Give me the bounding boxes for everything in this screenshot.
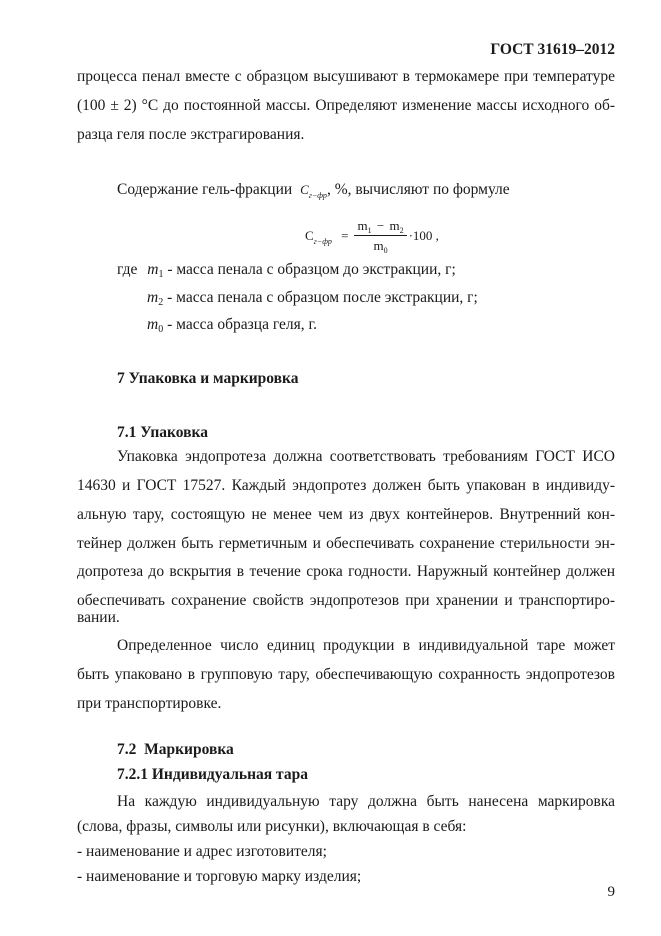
s71-para1-line-4: тейнер должен быть герметичным и обеспечивать сохранение стерильности эн- [77, 535, 615, 552]
formula-times: ·100 , [408, 228, 439, 243]
where-item-1-symbol: m [147, 261, 159, 278]
formula [305, 214, 439, 254]
s71-para2-line-3: при транспортировке. [77, 695, 222, 712]
where-item-3-symbol: m [147, 316, 159, 333]
formula-fraction [354, 218, 406, 254]
formula-lhs: C [305, 228, 314, 243]
section-7-2-title: 7.2 Маркировка [117, 741, 234, 758]
intro-line-3: разца геля после экстрагирования. [77, 126, 305, 143]
formula-numerator [354, 218, 406, 236]
formula-intro-suffix: , %, вычисляют по формуле [326, 181, 510, 198]
formula-intro-prefix: Содержание гель-фракции [117, 181, 293, 198]
formula-num-m1: m [357, 218, 368, 233]
where-item-2-sub: 2 [158, 297, 164, 308]
formula-denominator [354, 236, 406, 254]
intro-line-2: (100 ± 2) °С до постоянной массы. Определяют изменение массы исходного об- [77, 97, 615, 114]
s71-para1-line-6: обеспечивать сохранение свойств эндопротезов при хранении и транспортиро- [77, 592, 615, 609]
s72-para-line-1: На каждую индивидуальную тару должна быть нанесена маркировка [117, 793, 615, 810]
formula-num-m2-sub: 2 [399, 226, 404, 235]
where-item-3 [147, 315, 317, 337]
intro-line-1: процесса пенал вместе с образцом высушивают в термокамере при температуре [77, 68, 615, 85]
s71-para1-line-7: вании. [77, 609, 120, 626]
where-item-2-text: - масса пенала с образцом после экстракции, г; [163, 289, 478, 306]
formula-num-m1-sub: 1 [367, 226, 372, 235]
s72-para-line-2: (слова, фразы, символы или рисунки), включающая в себя: [77, 818, 467, 835]
where-item-2-symbol: m [147, 289, 159, 306]
formula-lhs-sub: г−фр [313, 237, 332, 246]
formula-equals: = [341, 228, 349, 243]
s71-para1-line-2: 14630 и ГОСТ 17527. Каждый эндопротез должен быть упакован в индивиду- [77, 477, 615, 494]
formula-intro [117, 180, 510, 202]
s71-para1-line-3: альную тару, состоящую не менее чем из двух контейнеров. Внутренний кон- [77, 506, 615, 523]
where-item-3-sub: 0 [158, 324, 164, 335]
document-header: ГОСТ 31619–2012 [490, 41, 615, 58]
where-item-2 [147, 288, 478, 310]
where-item-3-text: - масса образца геля, г. [163, 316, 317, 333]
section-7-2-1-title: 7.2.1 Индивидуальная тара [117, 766, 308, 783]
where-item-1 [117, 260, 456, 282]
s71-para2-line-2: быть упаковано в групповую тару, обеспечивающую сохранность эндопротезов [77, 666, 615, 683]
section-7-title: 7 Упаковка и маркировка [117, 370, 299, 387]
s72-list-item-1: - наименование и адрес изготовителя; [77, 843, 327, 860]
section-7-1-title: 7.1 Упаковка [117, 424, 208, 441]
where-label: где [117, 261, 138, 278]
s71-para1-line-5: допротеза до вскрытия в течение срока годности. Наружный контейнер должен [77, 563, 615, 580]
s71-para1-line-1: Упаковка эндопротеза должна соответствовать требованиям ГОСТ ИСО [117, 448, 615, 465]
s72-list-item-2: - наименование и торговую марку изделия; [77, 868, 362, 885]
where-item-1-sub: 1 [158, 269, 164, 280]
formula-den-m0: m [373, 238, 384, 253]
formula-den-m0-sub: 0 [383, 246, 388, 255]
where-item-1-text: - масса пенала с образцом до экстракции, г; [163, 261, 456, 278]
formula-intro-symbol-sub: г−фр [308, 191, 327, 200]
formula-intro-symbol: C [300, 182, 309, 197]
formula-minus: − [376, 218, 385, 233]
formula-num-m2: m [389, 218, 400, 233]
s71-para2-line-1: Определенное число единиц продукции в индивидуальной таре может [117, 637, 615, 654]
page-number: 9 [607, 884, 615, 900]
